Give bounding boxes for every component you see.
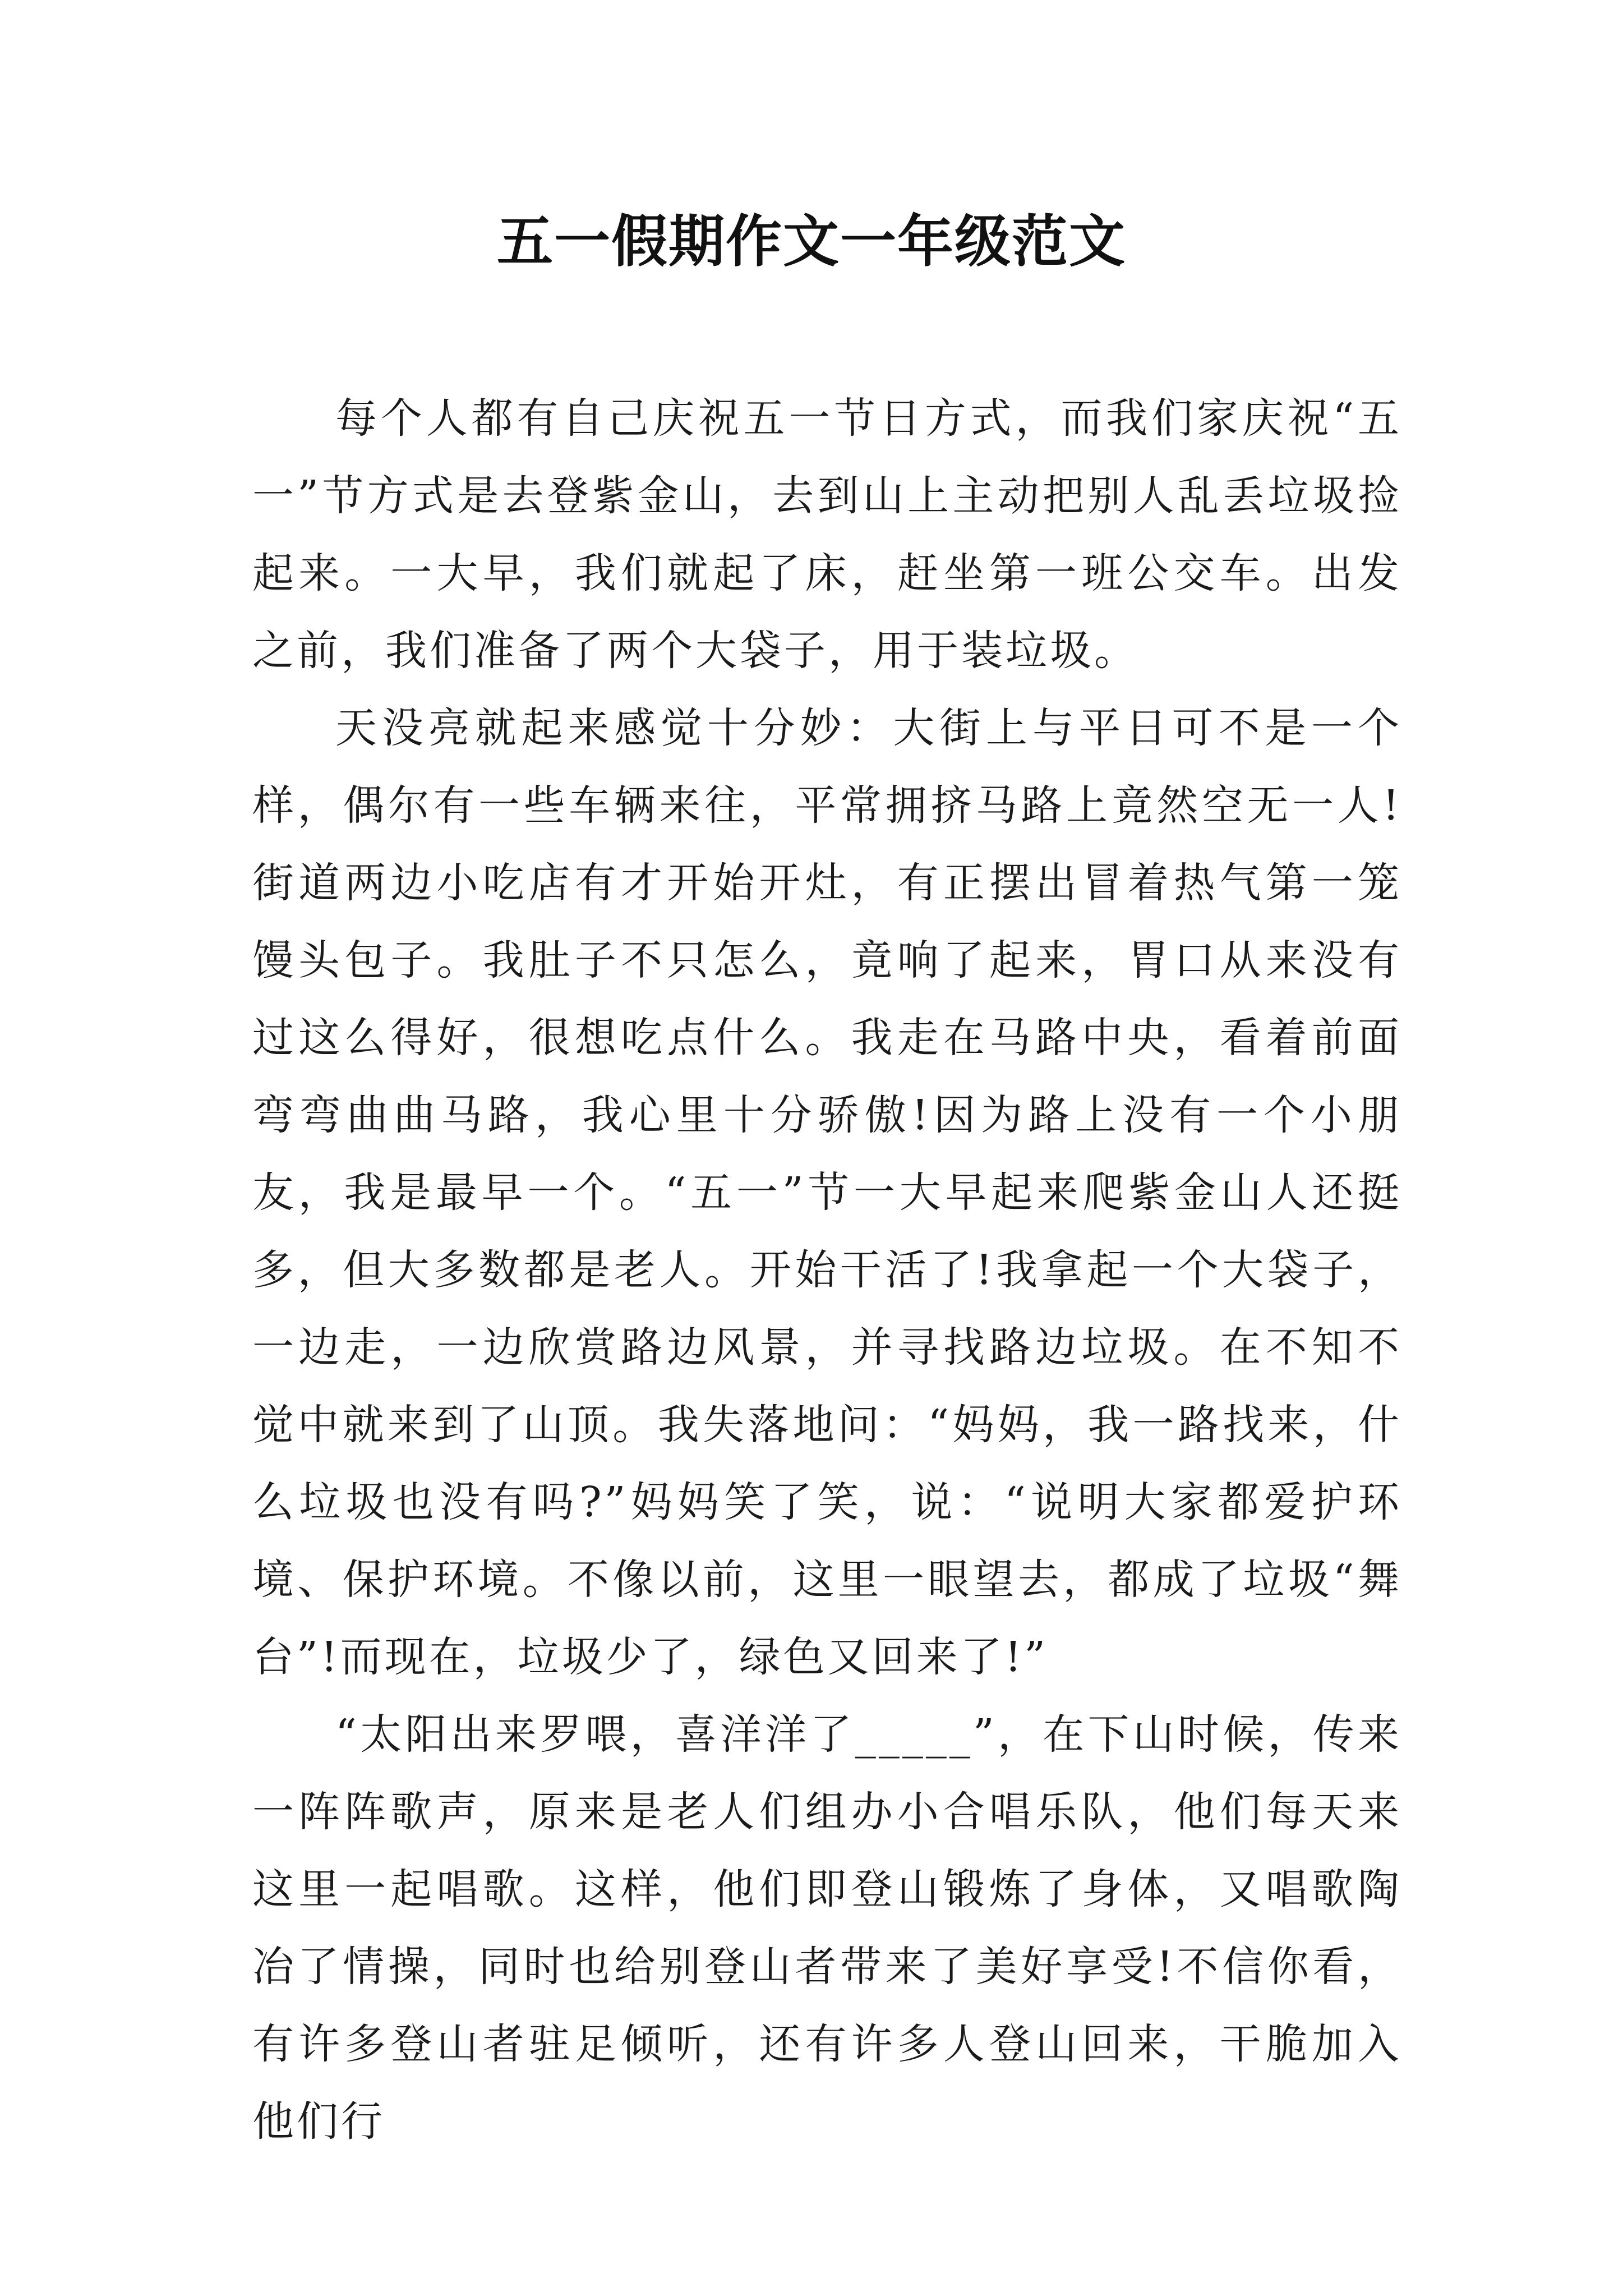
paragraph: 每个人都有自己庆祝五一节日方式，而我们家庆祝“五一”节方式是去登紫金山，去到山上主动把别人乱丢垃圾捡起来。一大早，我们就起了床，赶坐第一班公交车。出发之前，我们准备了两个大袋子，用于装垃圾。	[252, 394, 1402, 675]
paragraph: 天没亮就起来感觉十分妙：大街上与平日可不是一个样，偶尔有一些车辆来往，平常拥挤马路上竟然空无一人!街道两边小吃店有才开始开灶，有正摆出冒着热气第一笼馒头包子。我肚子不只怎么，竟响了起来，胃口从来没有过这么得好，很想吃点什么。我走在马路中央，看着前面弯弯曲曲马路，我心里十分骄傲!因为路上没有一个小朋友，我是最早一个。“五一”节一大早起来爬紫金山人还挺多，但大多数都是老人。开始干活了!我拿起一个大袋子，一边走，一边欣赏路边风景，并寻找路边垃圾。在不知不觉中就来到了山顶。我失落地问：“妈妈，我一路找来，什么垃圾也没有吗?”妈妈笑了笑，说：“说明大家都爱护环境、保护环境。不像以前，这里一眼望去，都成了垃圾“舞台”!而现在，垃圾少了，绿色又回来了!”	[252, 704, 1402, 1681]
paragraph: “太阳出来罗喂，喜洋洋了_____”，在下山时候，传来一阵阵歌声，原来是老人们组办小合唱乐队，他们每天来这里一起唱歌。这样，他们即登山锻炼了身体，又唱歌陶冶了情操，同时也给别登山者带来了美好享受!不信你看，有许多登山者驻足倾听，还有许多人登山回来，干脆加入他们行	[252, 1710, 1402, 2146]
document-body	[252, 380, 1402, 2160]
document-title: 五一假期作文一年级范文	[497, 208, 1126, 274]
